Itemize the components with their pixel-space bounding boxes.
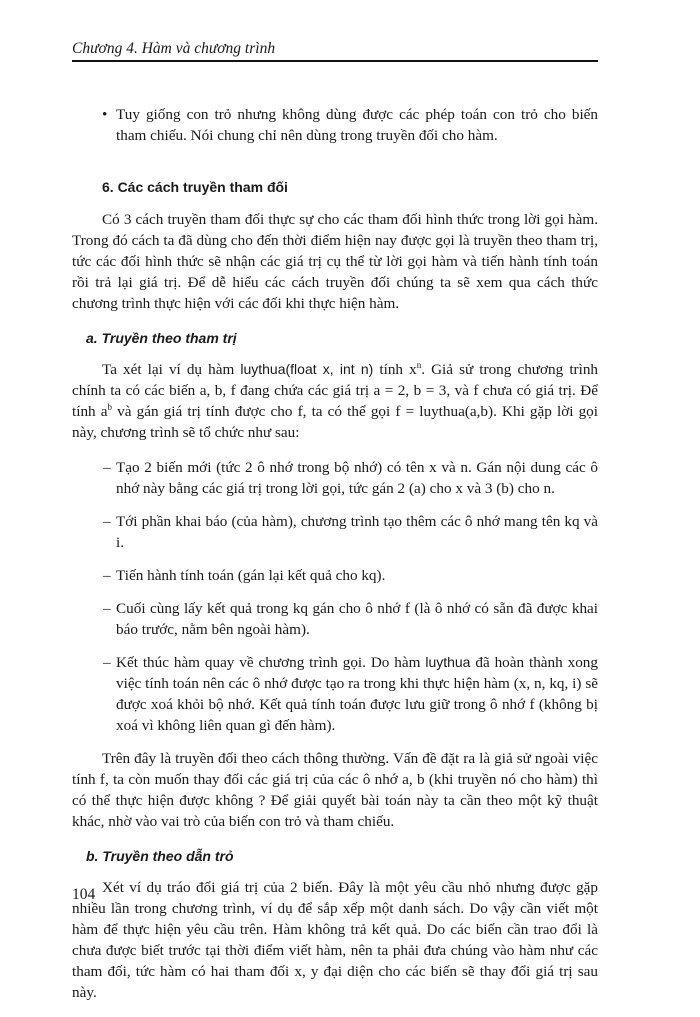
text-run: đã hoàn thành xong việc tính toán nên các ô nhớ được tạo ra trong khi thực hiện hàm (x, n, kq, i) sẽ được xoá khỏi bộ nhớ. Kết quả tính toán được lưu giữ trong ô nhớ f (không bị xoá vì không liên quan gì đến hàm). xyxy=(116,654,598,734)
dash-icon: – xyxy=(103,459,111,476)
subsection-b-heading: b. Truyền theo dẫn trỏ xyxy=(86,848,234,864)
superscript: n xyxy=(416,359,422,370)
list-item-text: Tiến hành tính toán (gán lại kết quả cho kq). xyxy=(116,567,386,584)
subsection-a-heading: a. Truyền theo tham trị xyxy=(86,330,237,346)
list-item-text: Cuối cùng lấy kết quả trong kq gán cho ô nhớ f (là ô nhớ có sẵn đã được khai báo trước, nằm bên ngoài hàm). xyxy=(116,600,598,638)
subsection-a-paragraph-1 xyxy=(72,359,598,443)
list-item xyxy=(72,457,598,499)
dash-icon: – xyxy=(103,654,111,671)
text-run: Ta xét lại ví dụ hàm xyxy=(102,361,241,378)
list-item xyxy=(72,511,598,553)
dash-icon: – xyxy=(103,567,111,584)
subsection-a-paragraph-2: Trên đây là truyền đối theo cách thông thường. Vấn đề đặt ra là giả sử ngoài việc tính f, ta còn muốn thay đối các giá trị của các ô nhớ a, b (khi truyền nó cho hàm) thì có thể thực hiện được không ? Để giải quyết bài toán này ta cần theo một kỹ thuật khác, nhờ vào vai trò của biến con trỏ và tham chiếu. xyxy=(72,750,598,830)
list-item-text: Tạo 2 biến mới (tức 2 ô nhớ trong bộ nhớ) có tên x và n. Gán nội dung các ô nhớ này bằng các giá trị trong lời gọi, tức gán 2 (a) cho x và 3 (b) cho n. xyxy=(116,459,598,497)
list-item xyxy=(72,565,598,586)
list-item xyxy=(72,652,598,736)
section-heading: 6. Các cách truyền tham đối xyxy=(102,179,288,195)
dash-icon: – xyxy=(103,513,111,530)
intro-bullet-text: Tuy giống con trỏ nhưng không dùng được các phép toán con trỏ cho biến tham chiếu. Nói chung chỉ nên dùng trong truyền đối cho hàm. xyxy=(116,106,598,144)
text-run: và gán giá trị tính được cho f, ta có thể gọi f = luythua(a,b). Khi gặp lời gọi này, chương trình sẽ tổ chức như sau: xyxy=(72,403,598,441)
chapter-header: Chương 4. Hàm và chương trình xyxy=(72,40,276,57)
page-body xyxy=(72,104,598,1017)
list-item xyxy=(72,598,598,640)
step-list xyxy=(72,457,598,736)
text-run: . Giả sử trong chương trình chính ta có các biến a, b, f đang chứa các giá trị a = 2, b = 3, và f chưa có giá trị. Để tính a xyxy=(72,361,599,420)
code-function-name: luythua xyxy=(425,654,471,670)
subsection-b-paragraph: Xét ví dụ tráo đổi giá trị của 2 biến. Đây là một yêu cầu nhỏ nhưng được gặp nhiều lần trong chương trình, ví dụ để sắp xếp một danh sách. Do vậy cần viết một hàm để thực hiện yêu cầu trên. Hàm không trả kết quả. Do các biến cần trao đổi là chưa được biết trước tại thời điểm viết hàm, nên ta phải đưa chúng vào hàm như các tham đối, tức hàm có hai tham đối x, y đại diện cho các biến sẽ thay đổi giá trị sau này. xyxy=(72,879,598,1001)
header-rule xyxy=(72,60,598,62)
dash-icon: – xyxy=(103,600,111,617)
code-signature: luythua(float x, int n) xyxy=(240,361,374,377)
superscript: b xyxy=(107,401,113,412)
page-number: 104 xyxy=(72,886,96,903)
intro-bullet xyxy=(72,104,598,146)
list-item-text: Tới phần khai báo (của hàm), chương trình tạo thêm các ô nhớ mang tên kq và i. xyxy=(116,513,598,551)
text-run: tính x xyxy=(373,361,417,378)
bullet-icon: • xyxy=(102,106,108,123)
section-paragraph: Có 3 cách truyền tham đối thực sự cho các tham đối hình thức trong lời gọi hàm. Trong đó cách ta đã dùng cho đến thời điểm hiện nay được gọi là truyền theo tham trị, tức các đối hình thức sẽ nhận các giá trị cụ thể từ lời gọi hàm và tiến hành tính toán rồi trả lại giá trị. Để dễ hiểu các cách truyền đối chúng ta sẽ xem qua cách thức chương trình thực hiện với các đối khi thực hiện hàm. xyxy=(72,211,598,312)
text-run: Kết thúc hàm quay về chương trình gọi. Do hàm xyxy=(116,654,426,671)
